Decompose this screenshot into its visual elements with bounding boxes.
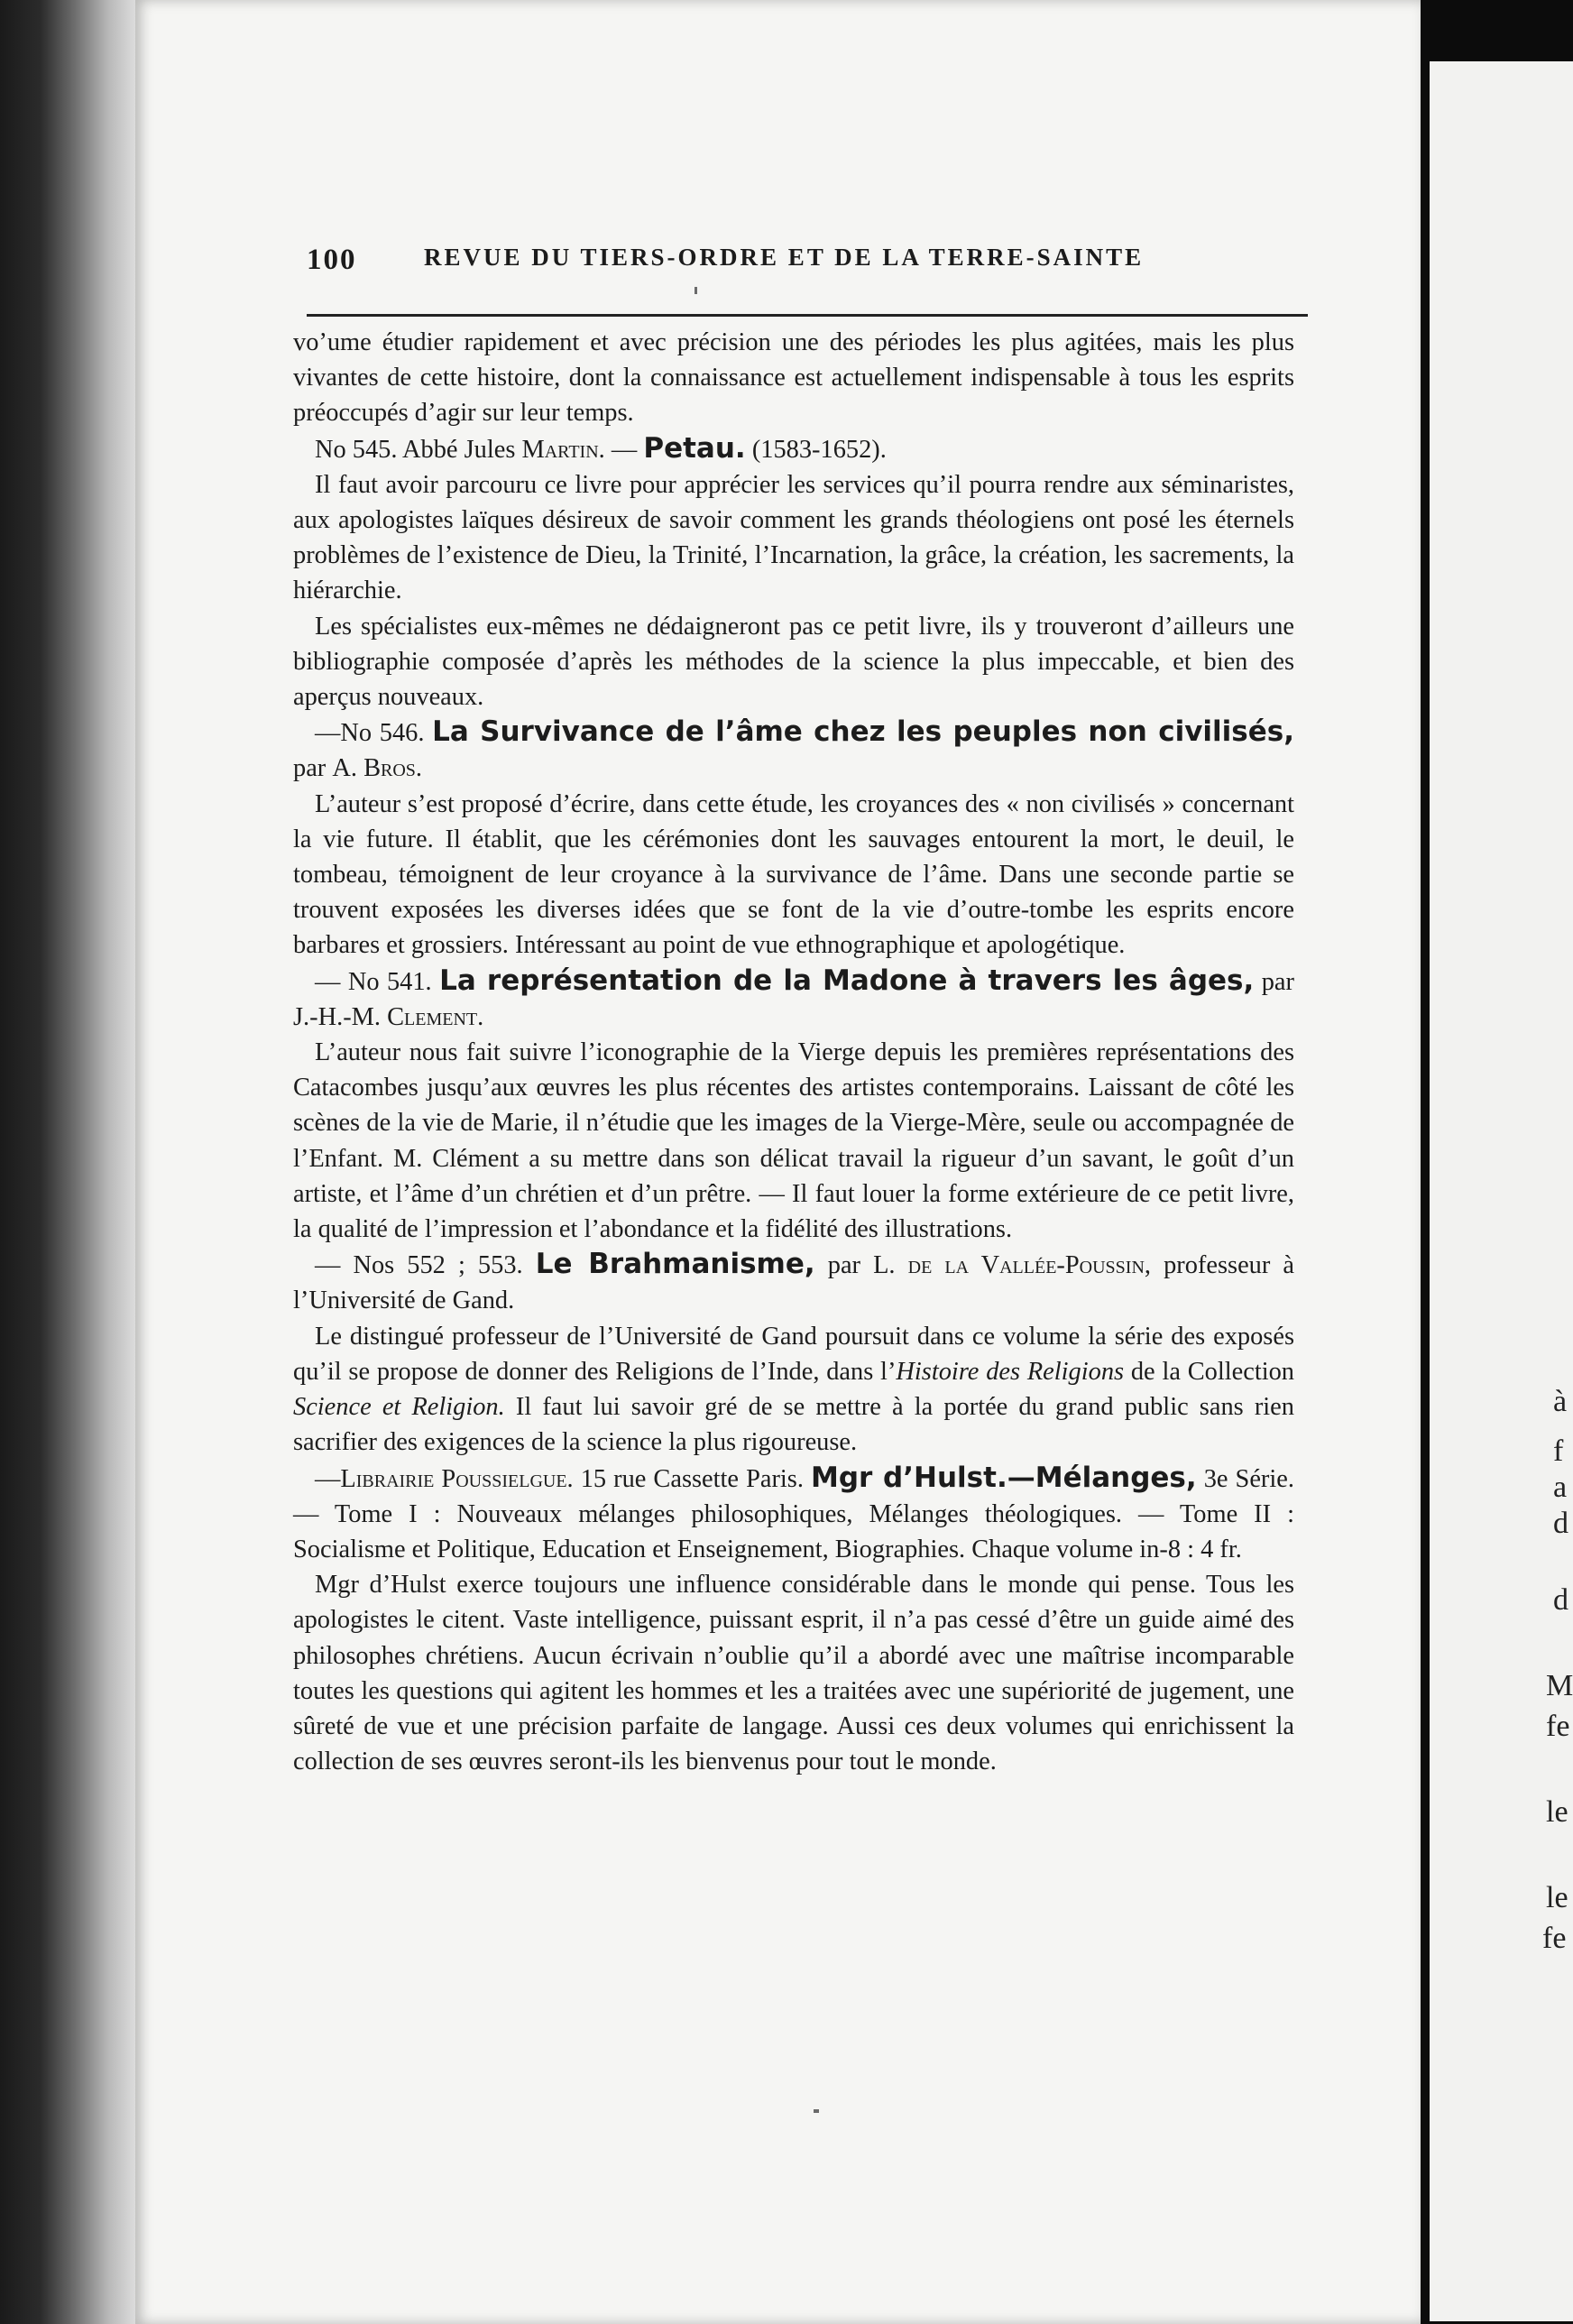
review-italic: Science et Religion. xyxy=(293,1393,505,1422)
entry-heading-545 xyxy=(293,431,1294,467)
entry-title: Le Brahmanisme, xyxy=(535,1248,815,1281)
entry-author: de la Vallée-Poussin, xyxy=(907,1251,1151,1280)
entry-heading-552 xyxy=(293,1247,1294,1318)
entry-par: par xyxy=(293,754,327,783)
facing-fragment: fe xyxy=(1542,1922,1567,1955)
running-header xyxy=(307,244,1164,283)
entry-details: 3e Série. — Tome I : Nouveaux mélanges philosophiques, Mélanges théologiques. — Tome II : Socialisme et Politique, Education et Enseignement, Biographies. Chaque volume in-8 : 4 fr. xyxy=(293,1464,1294,1563)
entry-prefix: — xyxy=(315,1464,341,1493)
facing-fragment: le xyxy=(1546,1881,1568,1914)
entry-par: par xyxy=(1261,967,1294,996)
entry-author-surname: Martin. xyxy=(521,435,605,464)
entry-number: — No 541. xyxy=(315,967,432,996)
review-paragraph: Mgr d’Hulst exerce toujours une influence considérable dans le monde qui pense. Tous les apologistes le citent. Vaste intelligence, puissant esprit, il n’a pas cessé d’être un guide aimé des philosophes chrétiens. Aucun écrivain n’oublie qu’il a abordé avec une maîtrise incomparable toutes les questions qui agitent les hommes et les a traitées avec une supériorité de jugement, une sûreté de vue et une précision parfaite de langage. Aussi ces deux volumes qui enrichissent la collection de ses œuvres seront-ils les bienvenus pour tout le monde. xyxy=(293,1571,1294,1776)
review-text: de la Collection xyxy=(1124,1357,1294,1386)
facing-fragment: f xyxy=(1553,1434,1564,1468)
facing-fragment: a xyxy=(1553,1471,1568,1504)
entry-dates: (1583-1652). xyxy=(751,435,887,464)
entry-author: Abbé Jules xyxy=(402,435,516,464)
entry-heading-546 xyxy=(293,715,1294,786)
header-rule xyxy=(307,314,1308,317)
paragraph: vo’ume étudier rapidement et avec précision une des périodes les plus agitées, mais les plus vivantes de cette histoire, dont la connaissance est actuellement indispensable à tous les esprits préoccupés d’agir sur leur temps. xyxy=(293,328,1294,428)
entry-heading-librairie xyxy=(293,1461,1294,1568)
entry-title: La Survivance de l’âme chez les peuples non civilisés, xyxy=(432,715,1294,749)
running-title: REVUE DU TIERS-ORDRE ET DE LA TERRE-SAINTE xyxy=(424,244,1145,271)
review-paragraph: Les spécialistes eux-mêmes ne dédaigneront pas ce petit livre, ils y trouveront d’ailleurs une bibliographie composée d’après les méthodes de la science la plus impeccable, et bien des aperçus nouveaux. xyxy=(293,612,1294,712)
review-paragraph: L’auteur s’est proposé d’écrire, dans cette étude, les croyances des « non civilisés » concernant la vie future. Il établit, que les cérémonies dont les sauvages entourent la mort, le deuil, le tombeau, témoignent de leur croyance à la survivance de l’âme. Dans une seconde partie se trouvent exposées les diverses idées que se font de la vie d’outre-tombe les esprits encore barbares et grossiers. Intéressant au point de vue ethnographique et apologétique. xyxy=(293,789,1294,960)
facing-fragment: M xyxy=(1546,1669,1573,1702)
page-number: 100 xyxy=(307,244,357,276)
facing-fragment: fe xyxy=(1546,1710,1570,1743)
facing-fragment: d xyxy=(1553,1583,1568,1617)
entry-title: Mgr d’Hulst.—Mélanges, xyxy=(811,1461,1197,1494)
review-paragraph xyxy=(293,1319,1294,1461)
entry-dash: — xyxy=(611,435,638,464)
facing-fragment: à xyxy=(1553,1385,1568,1418)
review-paragraph: L’auteur nous fait suivre l’iconographie de la Vierge depuis les premières représentations des Catacombes jusqu’aux œuvres les plus récentes des artistes contemporains. Laissant de côté les scènes de la vie de Marie, il n’étudie que les images de la Vierge-Mère, seule ou accompagnée de l’Enfant. M. Clément a su mettre dans son délicat travail la rigueur d’un savant, le goût d’un artiste, et l’âme d’un chrétien et d’un prêtre. — Il faut louer la forme extérieure de ce petit livre, la qualité de l’impression et l’abondance et la fidélité des illustrations. xyxy=(293,1038,1294,1244)
entry-title: La représentation de la Madone à travers les âges, xyxy=(439,964,1255,997)
review-text: Il faut lui savoir gré de se mettre à la portée du grand public sans rien sacrifier des exigences de la science la plus rigoureuse. xyxy=(293,1393,1294,1457)
facing-fragment: d xyxy=(1553,1507,1568,1540)
publisher-name: Librairie Poussielgue. xyxy=(340,1464,574,1493)
facing-page xyxy=(1430,61,1573,2321)
entry-number: — Nos 552 ; 553. xyxy=(315,1251,523,1280)
entry-author: A. Bros. xyxy=(332,754,423,783)
entry-number: No 545. xyxy=(315,435,398,464)
entry-heading-541 xyxy=(293,964,1294,1035)
scan-speck xyxy=(695,287,697,294)
entry-number: —No 546. xyxy=(315,719,425,748)
book-gutter-edge xyxy=(0,0,135,2324)
entry-title: Petau. xyxy=(643,431,746,465)
page-body xyxy=(293,325,1294,1779)
facing-fragment: le xyxy=(1546,1795,1568,1829)
review-paragraph: Il faut avoir parcouru ce livre pour apprécier les services qu’il pourra rendre aux séminaristes, aux apologistes laïques désireux de savoir comment les grands théologiens ont posé les éternels problèmes de l’existence de Dieu, la Trinité, l’Incarnation, la grâce, la création, les sacrements, la hiérarchie. xyxy=(293,470,1294,605)
entry-author: J.-H.-M. Clement. xyxy=(293,1002,484,1031)
scan-speck xyxy=(814,2109,819,2113)
review-italic: Histoire des Religions xyxy=(896,1357,1125,1386)
entry-affiliation: professeur à l’Université de Gand. xyxy=(293,1251,1295,1315)
entry-par: par L. xyxy=(827,1251,896,1280)
publisher-address: 15 rue Cassette Paris. xyxy=(580,1464,804,1493)
review-text: Le distingué professeur de l’Université de Gand poursuit dans ce volume la série des exposés qu’il se propose de donner des Religions de l’Inde, dans l’ xyxy=(293,1322,1294,1386)
